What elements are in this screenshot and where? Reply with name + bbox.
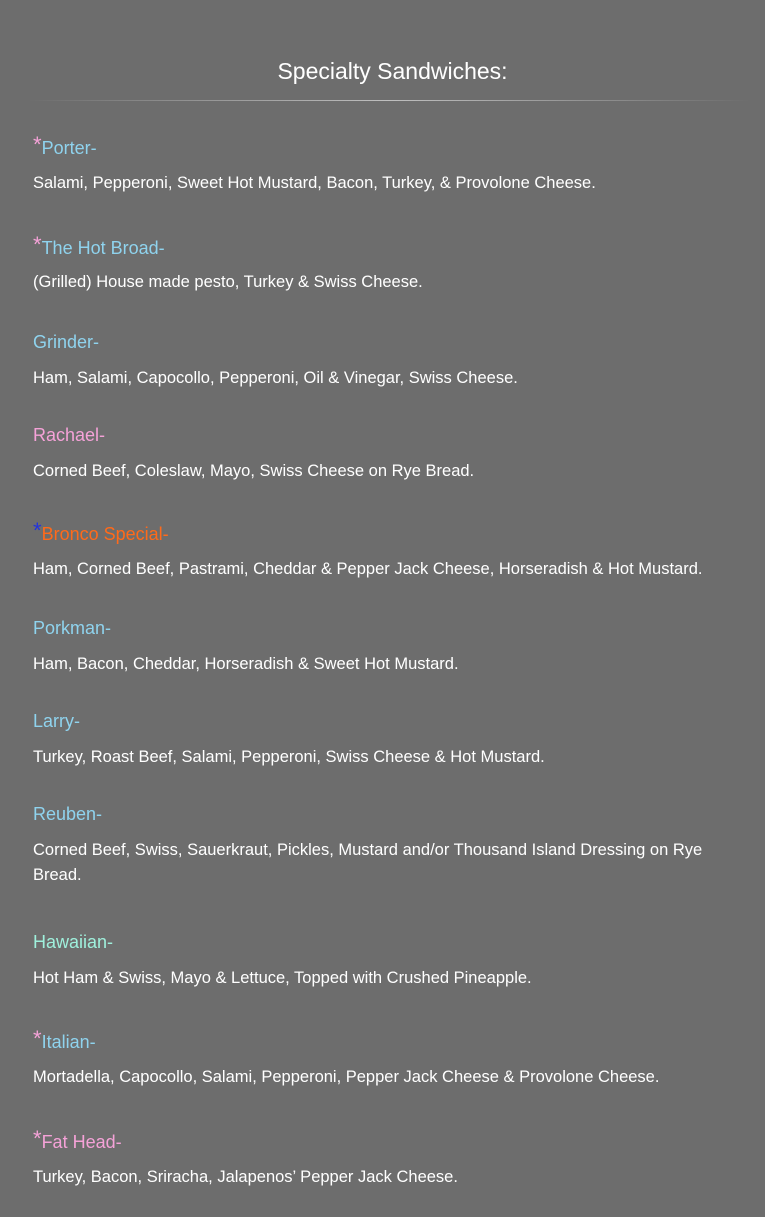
menu-item-name: Larry-: [33, 711, 81, 731]
menu-item-italian: [33, 1026, 738, 1090]
menu-item-porkman: [33, 617, 738, 677]
menu-item-title: [33, 1126, 738, 1152]
menu-item-title: [33, 518, 738, 544]
menu-item-title: [33, 1026, 738, 1052]
star-marker-icon: *: [33, 232, 42, 257]
menu-item-description: Corned Beef, Swiss, Sauerkraut, Pickles, Mustard and/or Thousand Island Dressing on Rye Bread.: [33, 841, 703, 884]
star-marker-icon: *: [33, 1026, 42, 1051]
menu-item-name: Grinder-: [33, 332, 100, 352]
menu-item-grinder: [33, 331, 738, 391]
menu-item-description: Hot Ham & Swiss, Mayo & Lettuce, Topped with Crushed Pineapple.: [33, 969, 532, 987]
menu-item-name: Italian-: [41, 1032, 96, 1052]
menu-item-rachael: [33, 424, 738, 484]
menu-item-porter: [33, 132, 738, 196]
section-heading: Specialty Sandwiches:: [277, 58, 508, 84]
menu-item-name: Porkman-: [33, 618, 112, 638]
menu-item-title: [33, 424, 738, 446]
menu-item-larry: [33, 710, 738, 770]
menu-item-description: Salami, Pepperoni, Sweet Hot Mustard, Bacon, Turkey, & Provolone Cheese.: [33, 174, 596, 192]
menu-item-description: Corned Beef, Coleslaw, Mayo, Swiss Cheese on Rye Bread.: [33, 462, 475, 480]
menu-item-title: [33, 617, 738, 639]
menu-item-description: Ham, Salami, Capocollo, Pepperoni, Oil & Vinegar, Swiss Cheese.: [33, 369, 518, 387]
menu-item-name: Rachael-: [33, 425, 106, 445]
star-marker-icon: *: [33, 132, 42, 157]
menu-item-description: Ham, Corned Beef, Pastrami, Cheddar & Pepper Jack Cheese, Horseradish & Hot Mustard.: [33, 560, 703, 578]
menu-item-title: [33, 232, 738, 258]
menu-item-description: (Grilled) House made pesto, Turkey & Swiss Cheese.: [33, 273, 423, 291]
menu-item-bronco-special: [33, 518, 738, 582]
star-marker-icon: *: [33, 1126, 42, 1151]
menu-item-title: [33, 132, 738, 158]
menu-item-description: Ham, Bacon, Cheddar, Horseradish & Sweet Hot Mustard.: [33, 655, 459, 673]
menu-item-title: [33, 931, 738, 953]
menu-item-description: Turkey, Bacon, Sriracha, Jalapenos’ Pepper Jack Cheese.: [33, 1168, 458, 1186]
menu-item-reuben: [33, 803, 738, 888]
menu-item-name: The Hot Broad-: [41, 238, 165, 258]
menu-item-description: Mortadella, Capocollo, Salami, Pepperoni, Pepper Jack Cheese & Provolone Cheese.: [33, 1068, 660, 1086]
menu-item-name: Porter-: [41, 138, 97, 158]
menu-item-name: Bronco Special-: [41, 524, 169, 544]
star-marker-icon: *: [33, 518, 42, 543]
menu-item-fat-head: [33, 1126, 738, 1190]
menu-item-description: Turkey, Roast Beef, Salami, Pepperoni, Swiss Cheese & Hot Mustard.: [33, 748, 545, 766]
menu-item-title: [33, 331, 738, 353]
menu-item-name: Fat Head-: [41, 1132, 122, 1152]
menu-item-hawaiian: [33, 931, 738, 991]
menu-item-title: [33, 803, 738, 825]
menu-item-the-hot-broad: [33, 232, 738, 295]
menu-item-name: Reuben-: [33, 804, 103, 824]
menu-item-title: [33, 710, 738, 732]
menu-item-name: Hawaiian-: [33, 932, 114, 952]
heading-divider: [28, 100, 750, 101]
